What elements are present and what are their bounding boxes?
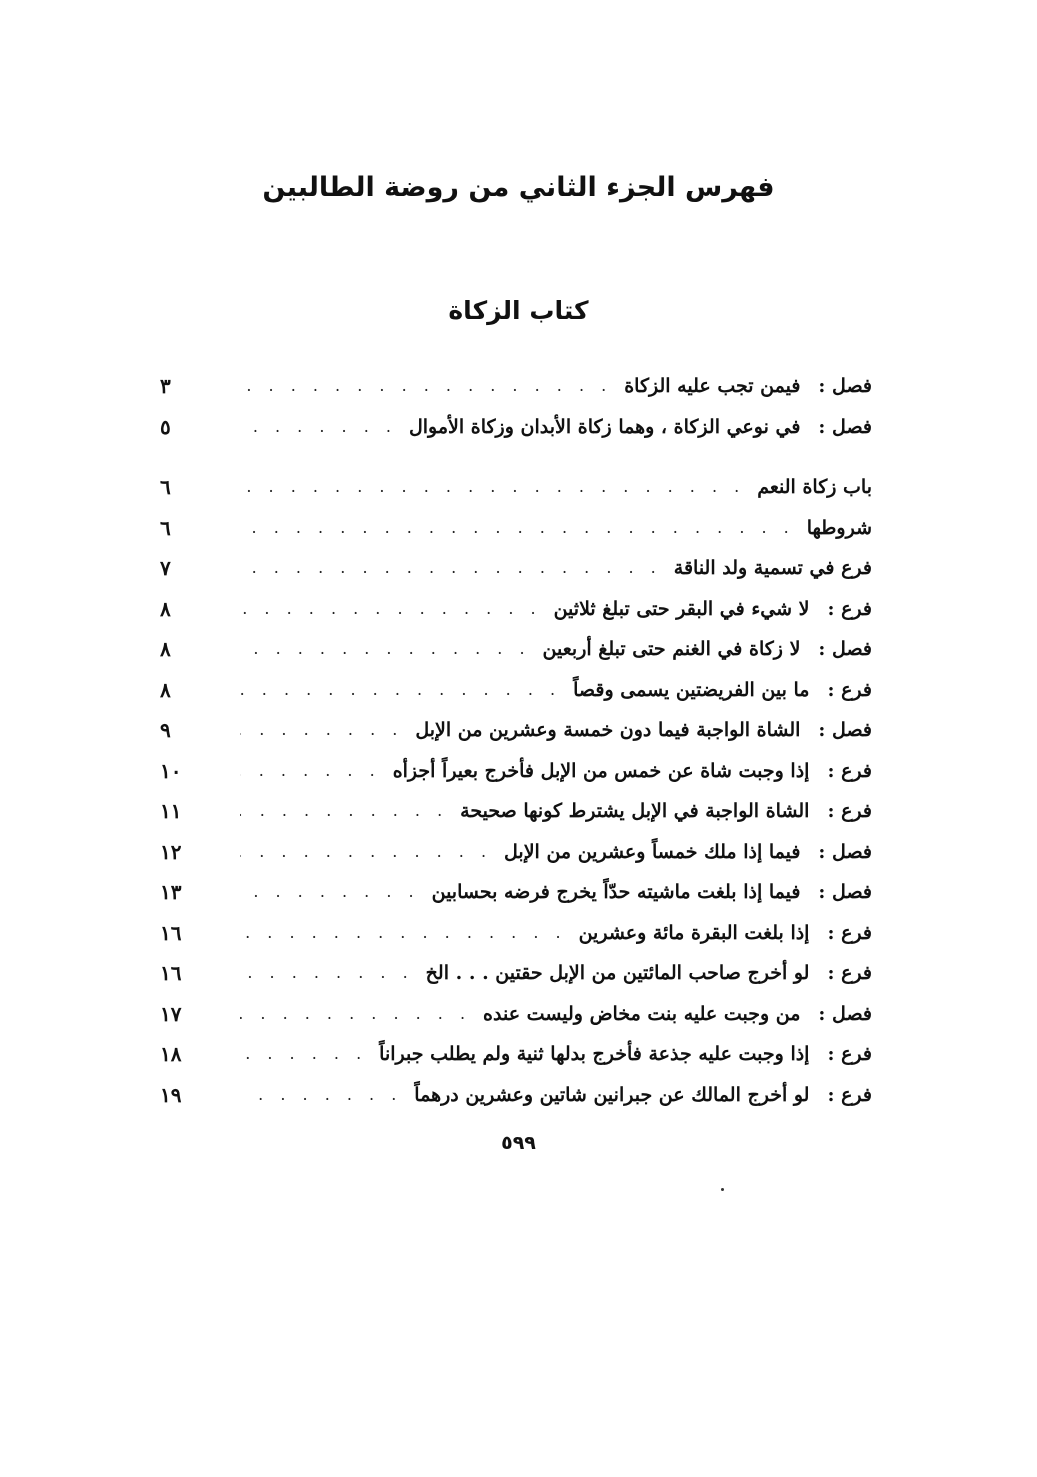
section-title: كتاب الزكاة xyxy=(448,296,589,325)
entry-page-number: ٥ xyxy=(160,414,171,439)
dot-leader xyxy=(240,760,381,782)
entry-page-number: ١٦ xyxy=(160,961,182,986)
toc-entry xyxy=(160,589,872,630)
page-title: فهرس الجزء الثاني من روضة الطالبين xyxy=(262,172,775,203)
entry-label: فصل : xyxy=(818,1002,872,1025)
entry-page-number: ١١ xyxy=(160,799,182,824)
toc-entry xyxy=(160,791,872,832)
dot-leader xyxy=(240,881,420,903)
scan-speck xyxy=(721,1188,724,1191)
dot-leader xyxy=(240,719,403,741)
dot-leader xyxy=(240,922,567,944)
entry-page-number: ١٦ xyxy=(160,920,182,945)
toc-entry xyxy=(160,407,872,448)
entry-label: فرع : xyxy=(827,678,872,701)
entry-title: لو أخرج صاحب المائتين من الإبل حقتين . . . الخ xyxy=(425,962,810,985)
entry-label: فصل : xyxy=(818,881,872,904)
entry-title: فيما إذا ملك خمساً وعشرين من الإبل xyxy=(504,840,801,863)
entry-title: من وجبت عليه بنت مخاض وليست عنده xyxy=(483,1002,801,1025)
toc-entry xyxy=(160,953,872,994)
toc-entry xyxy=(160,872,872,913)
entry-label: فصل : xyxy=(818,638,872,661)
entry-title: الشاة الواجبة فيما دون خمسة وعشرين من الإبل xyxy=(415,719,801,742)
toc-entry xyxy=(160,913,872,954)
entry-page-number: ١٧ xyxy=(160,1001,182,1026)
toc-entry xyxy=(160,467,872,508)
toc-entry xyxy=(160,1075,872,1116)
entry-page-number: ١٣ xyxy=(160,880,182,905)
entry-label: فصل : xyxy=(818,415,872,438)
dot-leader xyxy=(240,1084,402,1106)
toc-entry xyxy=(160,508,872,549)
toc-entry xyxy=(160,629,872,670)
toc-entry xyxy=(160,710,872,751)
entry-title: إذا وجبت عليه جذعة فأخرج بدلها ثنية ولم يطلب جبراناً xyxy=(379,1043,810,1066)
entry-page-number: ٨ xyxy=(160,637,171,662)
dot-leader xyxy=(240,679,561,701)
entry-label: فصل : xyxy=(818,840,872,863)
entry-label: فرع : xyxy=(827,921,872,944)
entry-label: فرع : xyxy=(827,800,872,823)
dot-leader xyxy=(240,1003,471,1025)
dot-leader xyxy=(240,1043,367,1065)
entry-label: فرع : xyxy=(827,597,872,620)
entry-title: لا شيء في البقر حتى تبلغ ثلاثين xyxy=(553,597,810,620)
entry-page-number: ١٢ xyxy=(160,839,182,864)
entry-label: فرع : xyxy=(827,759,872,782)
entry-title: شروطها xyxy=(806,516,872,539)
dot-leader xyxy=(240,517,795,539)
dot-leader xyxy=(240,800,448,822)
entry-title: إذا بلغت البقرة مائة وعشرين xyxy=(578,921,810,944)
entry-label: فرع : xyxy=(827,1043,872,1066)
dot-leader xyxy=(240,841,492,863)
entry-page-number: ١٨ xyxy=(160,1042,182,1067)
entry-page-number: ١٠ xyxy=(160,758,182,783)
dot-leader xyxy=(240,638,531,660)
toc-entry xyxy=(160,832,872,873)
dot-leader xyxy=(240,416,397,438)
dot-leader xyxy=(240,557,662,579)
entry-title: الشاة الواجبة في الإبل يشترط كونها صحيحة xyxy=(460,800,810,823)
dot-leader xyxy=(240,375,612,397)
entry-page-number: ٨ xyxy=(160,596,171,621)
entry-page-number: ١٩ xyxy=(160,1082,182,1107)
entry-page-number: ٩ xyxy=(160,718,171,743)
toc-entry xyxy=(160,1034,872,1075)
entry-page-number: ٧ xyxy=(160,556,171,581)
entry-title: لو أخرج المالك عن جبرانين شاتين وعشرين درهماً xyxy=(414,1083,810,1106)
toc-entry xyxy=(160,994,872,1035)
entry-title: لا زكاة في الغنم حتى تبلغ أربعين xyxy=(542,638,801,661)
dot-leader xyxy=(240,598,542,620)
entry-page-number: ٦ xyxy=(160,515,171,540)
entry-title: إذا وجبت شاة عن خمس من الإبل فأخرج بعيراً أجزأه xyxy=(392,759,810,782)
entry-label: فرع : xyxy=(827,1083,872,1106)
toc-entry xyxy=(160,751,872,792)
entry-title: فيما إذا بلغت ماشيته حدّاً يخرج فرضه بحسابين xyxy=(431,881,801,904)
entry-page-number: ٣ xyxy=(160,374,171,399)
dot-leader xyxy=(240,476,745,498)
entry-label: فصل : xyxy=(818,719,872,742)
page-number: ٥٩٩ xyxy=(501,1132,536,1154)
entry-page-number: ٨ xyxy=(160,677,171,702)
entry-title: فرع في تسمية ولد الناقة xyxy=(673,557,872,580)
dot-leader xyxy=(240,962,414,984)
toc-entry xyxy=(160,548,872,589)
table-of-contents xyxy=(160,366,872,1115)
toc-entry xyxy=(160,366,872,407)
entry-label: فصل : xyxy=(818,375,872,398)
entry-title: ما بين الفريضتين يسمى وقصاً xyxy=(573,678,810,701)
entry-page-number: ٦ xyxy=(160,475,171,500)
entry-title: باب زكاة النعم xyxy=(757,476,872,499)
entry-title: فيمن تجب عليه الزكاة xyxy=(624,375,801,398)
entry-title: في نوعي الزكاة ، وهما زكاة الأبدان وزكاة الأموال xyxy=(408,415,801,438)
toc-entry xyxy=(160,670,872,711)
entry-label: فرع : xyxy=(827,962,872,985)
